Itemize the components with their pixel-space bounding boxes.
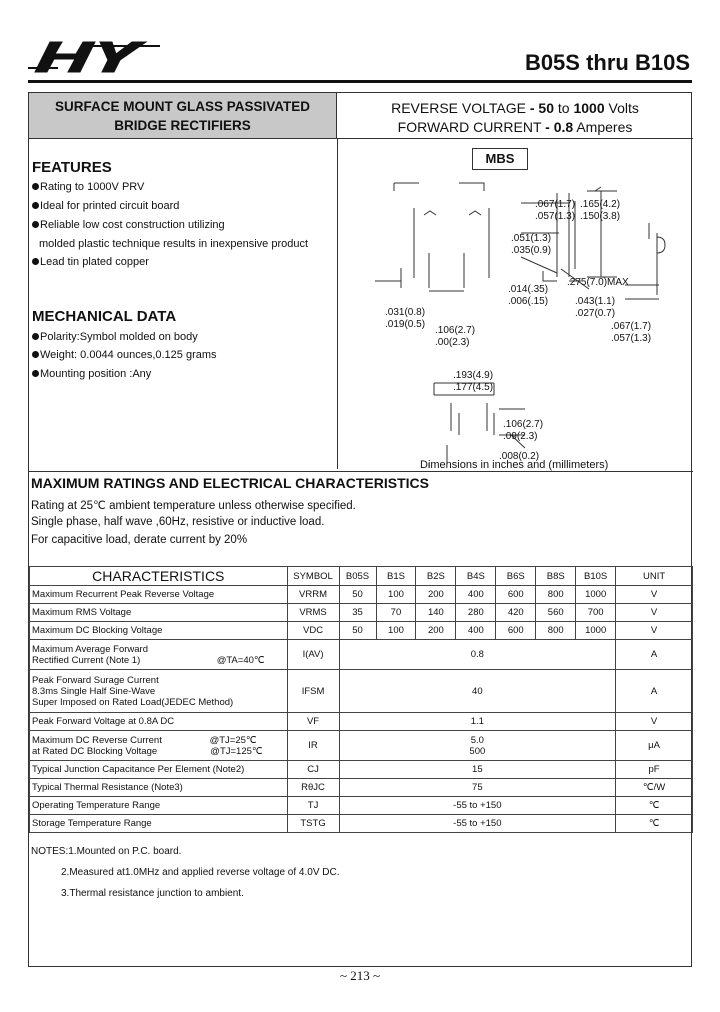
max-ratings-title: MAXIMUM RATINGS AND ELECTRICAL CHARACTERISTICS bbox=[31, 475, 429, 491]
param-unit: V bbox=[616, 586, 693, 604]
dimensions-caption: Dimensions in inches and (millimeters) bbox=[420, 459, 609, 471]
header-characteristics: CHARACTERISTICS bbox=[30, 567, 288, 586]
param-symbol: I(AV) bbox=[287, 640, 339, 670]
package-outline-drawing bbox=[339, 173, 691, 473]
header-part: B4S bbox=[456, 567, 496, 586]
param-label: Maximum RMS Voltage bbox=[30, 604, 288, 622]
feature-item: Lead tin plated copper bbox=[32, 256, 149, 268]
hy-logo bbox=[28, 40, 168, 74]
fc-unit: Amperes bbox=[576, 119, 633, 135]
param-symbol: TSTG bbox=[287, 815, 339, 833]
param-value: 70 bbox=[376, 604, 416, 622]
param-label: Peak Forward Voltage at 0.8A DC bbox=[30, 713, 288, 731]
dim-label: .057(1.3) bbox=[535, 211, 576, 222]
param-symbol: CJ bbox=[287, 761, 339, 779]
param-unit: V bbox=[616, 713, 693, 731]
param-unit: ℃ bbox=[616, 797, 693, 815]
top-rule bbox=[28, 80, 692, 83]
bullet-icon bbox=[32, 333, 39, 340]
package-label: MBS bbox=[472, 148, 528, 170]
features-title: FEATURES bbox=[32, 159, 112, 176]
param-value: 5.0 500 bbox=[339, 731, 616, 761]
param-value: 50 bbox=[339, 622, 376, 640]
param-symbol: IFSM bbox=[287, 670, 339, 713]
param-value: 200 bbox=[416, 622, 456, 640]
param-value: 100 bbox=[376, 622, 416, 640]
table-row bbox=[30, 670, 693, 713]
bullet-icon bbox=[32, 258, 39, 265]
param-value: 400 bbox=[456, 622, 496, 640]
param-value: 400 bbox=[456, 586, 496, 604]
note-line: 2.Measured at1.0MHz and applied reverse voltage of 4.0V DC. bbox=[61, 867, 340, 878]
dim-label: .09(2.3) bbox=[503, 431, 538, 442]
characteristics-table bbox=[29, 566, 693, 833]
fc-value: 0.8 bbox=[553, 119, 574, 135]
header-unit: UNIT bbox=[616, 567, 693, 586]
param-label: Typical Thermal Resistance (Note3) bbox=[30, 779, 288, 797]
table-row bbox=[30, 622, 693, 640]
rv-min: 50 bbox=[538, 100, 554, 116]
notes bbox=[31, 841, 340, 904]
param-value: 560 bbox=[536, 604, 576, 622]
param-value: 420 bbox=[496, 604, 536, 622]
header-part: B1S bbox=[376, 567, 416, 586]
table-row bbox=[30, 761, 693, 779]
part-title: B05S thru B10S bbox=[524, 50, 690, 75]
param-label: Peak Forward Surage Current 8.3ms Single Half Sine-Wave Super Imposed on Rated Load(JEDEC Method) bbox=[30, 670, 288, 713]
rv-label: REVERSE VOLTAGE bbox=[391, 100, 526, 116]
rating-summary bbox=[337, 93, 693, 139]
dim-label: .031(0.8) bbox=[385, 307, 426, 318]
param-unit: ℃/W bbox=[616, 779, 693, 797]
fc-label: FORWARD CURRENT bbox=[397, 119, 542, 135]
table-row bbox=[30, 586, 693, 604]
param-unit: A bbox=[616, 640, 693, 670]
param-value: 0.8 bbox=[339, 640, 616, 670]
dim-label: .006(.15) bbox=[508, 296, 549, 307]
table-row bbox=[30, 640, 693, 670]
header-part: B8S bbox=[536, 567, 576, 586]
dim-label: .008(0.2) bbox=[499, 451, 540, 462]
param-value: 1000 bbox=[576, 622, 616, 640]
rating-condition: Rating at 25℃ ambient temperature unless otherwise specified. bbox=[31, 500, 356, 512]
feature-item: Reliable low cost construction utilizing bbox=[32, 219, 225, 231]
param-value: 140 bbox=[416, 604, 456, 622]
product-heading-line1: SURFACE MOUNT GLASS PASSIVATED bbox=[54, 99, 311, 114]
header-part: B6S bbox=[496, 567, 536, 586]
bullet-icon bbox=[32, 370, 39, 377]
param-value: 15 bbox=[339, 761, 616, 779]
reverse-voltage-line bbox=[337, 99, 693, 118]
param-value: 35 bbox=[339, 604, 376, 622]
param-unit: A bbox=[616, 670, 693, 713]
dim-label: .150(3.8) bbox=[580, 211, 621, 222]
section-divider bbox=[29, 471, 693, 472]
param-label: Operating Temperature Range bbox=[30, 797, 288, 815]
param-value: 40 bbox=[339, 670, 616, 713]
rating-condition: Single phase, half wave ,60Hz, resistive or inductive load. bbox=[31, 516, 325, 528]
header-symbol: SYMBOL bbox=[287, 567, 339, 586]
dim-label: .193(4.9) bbox=[453, 370, 494, 381]
rating-condition: For capacitive load, derate current by 20% bbox=[31, 534, 248, 546]
param-value: 800 bbox=[536, 622, 576, 640]
datasheet-body bbox=[28, 92, 692, 967]
feature-item-continued: molded plastic technique results in inexpensive product bbox=[39, 238, 309, 250]
param-value: -55 to +150 bbox=[339, 797, 616, 815]
product-heading-line2: BRIDGE RECTIFIERS bbox=[114, 118, 251, 133]
param-symbol: IR bbox=[287, 731, 339, 761]
dim-label: .275(7.0)MAX bbox=[567, 277, 629, 288]
table-row bbox=[30, 815, 693, 833]
dim-label: .035(0.9) bbox=[511, 245, 552, 256]
param-label: Typical Junction Capacitance Per Element (Note2) bbox=[30, 761, 288, 779]
param-value: 700 bbox=[576, 604, 616, 622]
param-label: Maximum DC Reverse Current @TJ=25℃ at Rated DC Blocking Voltage @TJ=125℃ bbox=[30, 731, 288, 761]
dim-label: .106(2.7) bbox=[435, 325, 476, 336]
dim-label: .067(1.7) bbox=[535, 199, 576, 210]
param-label: Storage Temperature Range bbox=[30, 815, 288, 833]
dim-label: .051(1.3) bbox=[511, 233, 552, 244]
table-header-row bbox=[30, 567, 693, 586]
rv-max: 1000 bbox=[573, 100, 605, 116]
dim-label: .067(1.7) bbox=[611, 321, 652, 332]
param-value: 100 bbox=[376, 586, 416, 604]
column-divider bbox=[337, 139, 338, 469]
page-number: ~ 213 ~ bbox=[339, 968, 381, 983]
header-part: B10S bbox=[576, 567, 616, 586]
param-value: 1.1 bbox=[339, 713, 616, 731]
param-unit: μA bbox=[616, 731, 693, 761]
table-row bbox=[30, 779, 693, 797]
param-symbol: VRMS bbox=[287, 604, 339, 622]
note-line: NOTES:1.Mounted on P.C. board. bbox=[31, 846, 182, 857]
param-symbol: VF bbox=[287, 713, 339, 731]
bullet-icon bbox=[32, 183, 39, 190]
param-value: 280 bbox=[456, 604, 496, 622]
param-value: 75 bbox=[339, 779, 616, 797]
param-condition: @TJ=25℃ bbox=[209, 734, 257, 746]
header-part: B2S bbox=[416, 567, 456, 586]
rv-unit: Volts bbox=[608, 100, 639, 116]
param-label: Maximum DC Blocking Voltage bbox=[30, 622, 288, 640]
param-condition: @TA=40℃ bbox=[216, 654, 265, 666]
param-value: 50 bbox=[339, 586, 376, 604]
dim-label: .019(0.5) bbox=[385, 319, 426, 330]
param-symbol: TJ bbox=[287, 797, 339, 815]
dim-label: .027(0.7) bbox=[575, 308, 616, 319]
param-unit: V bbox=[616, 604, 693, 622]
mechanical-title: MECHANICAL DATA bbox=[32, 308, 177, 325]
mechanical-item: Mounting position :Any bbox=[32, 368, 151, 380]
param-unit: ℃ bbox=[616, 815, 693, 833]
param-symbol: RθJC bbox=[287, 779, 339, 797]
dim-label: .177(4.5) bbox=[453, 382, 494, 393]
rv-dash: - bbox=[529, 100, 535, 116]
param-unit: pF bbox=[616, 761, 693, 779]
param-unit: V bbox=[616, 622, 693, 640]
param-value: 1000 bbox=[576, 586, 616, 604]
dim-label: .106(2.7) bbox=[503, 419, 544, 430]
feature-item: Ideal for printed circuit board bbox=[32, 200, 179, 212]
forward-current-line bbox=[337, 118, 693, 137]
table-row bbox=[30, 713, 693, 731]
rv-to: to bbox=[557, 100, 570, 116]
param-label: Maximum Recurrent Peak Reverse Voltage bbox=[30, 586, 288, 604]
mechanical-item: Weight: 0.0044 ounces,0.125 grams bbox=[32, 349, 217, 361]
bullet-icon bbox=[32, 202, 39, 209]
param-value: 200 bbox=[416, 586, 456, 604]
dim-label: .165(4.2) bbox=[580, 199, 621, 210]
table-row bbox=[30, 731, 693, 761]
dim-label: .00(2.3) bbox=[435, 337, 470, 348]
param-symbol: VDC bbox=[287, 622, 339, 640]
header-part: B05S bbox=[339, 567, 376, 586]
product-heading bbox=[29, 93, 337, 139]
note-line: 3.Thermal resistance junction to ambient. bbox=[61, 888, 244, 899]
dim-label: .057(1.3) bbox=[611, 333, 652, 344]
dim-label: .043(1.1) bbox=[575, 296, 616, 307]
bullet-icon bbox=[32, 221, 39, 228]
param-label: Maximum Average Forward Rectified Current (Note 1) @TA=40℃ bbox=[30, 640, 288, 670]
param-value: 600 bbox=[496, 622, 536, 640]
fc-dash: - bbox=[545, 119, 550, 135]
dim-label: .014(.35) bbox=[508, 284, 549, 295]
param-value: 800 bbox=[536, 586, 576, 604]
param-value: 600 bbox=[496, 586, 536, 604]
feature-item: Rating to 1000V PRV bbox=[32, 181, 144, 193]
param-symbol: VRRM bbox=[287, 586, 339, 604]
param-value: -55 to +150 bbox=[339, 815, 616, 833]
table-row bbox=[30, 797, 693, 815]
table-row bbox=[30, 604, 693, 622]
mechanical-item: Polarity:Symbol molded on body bbox=[32, 331, 198, 343]
param-condition: @TJ=125℃ bbox=[210, 745, 263, 757]
bullet-icon bbox=[32, 351, 39, 358]
